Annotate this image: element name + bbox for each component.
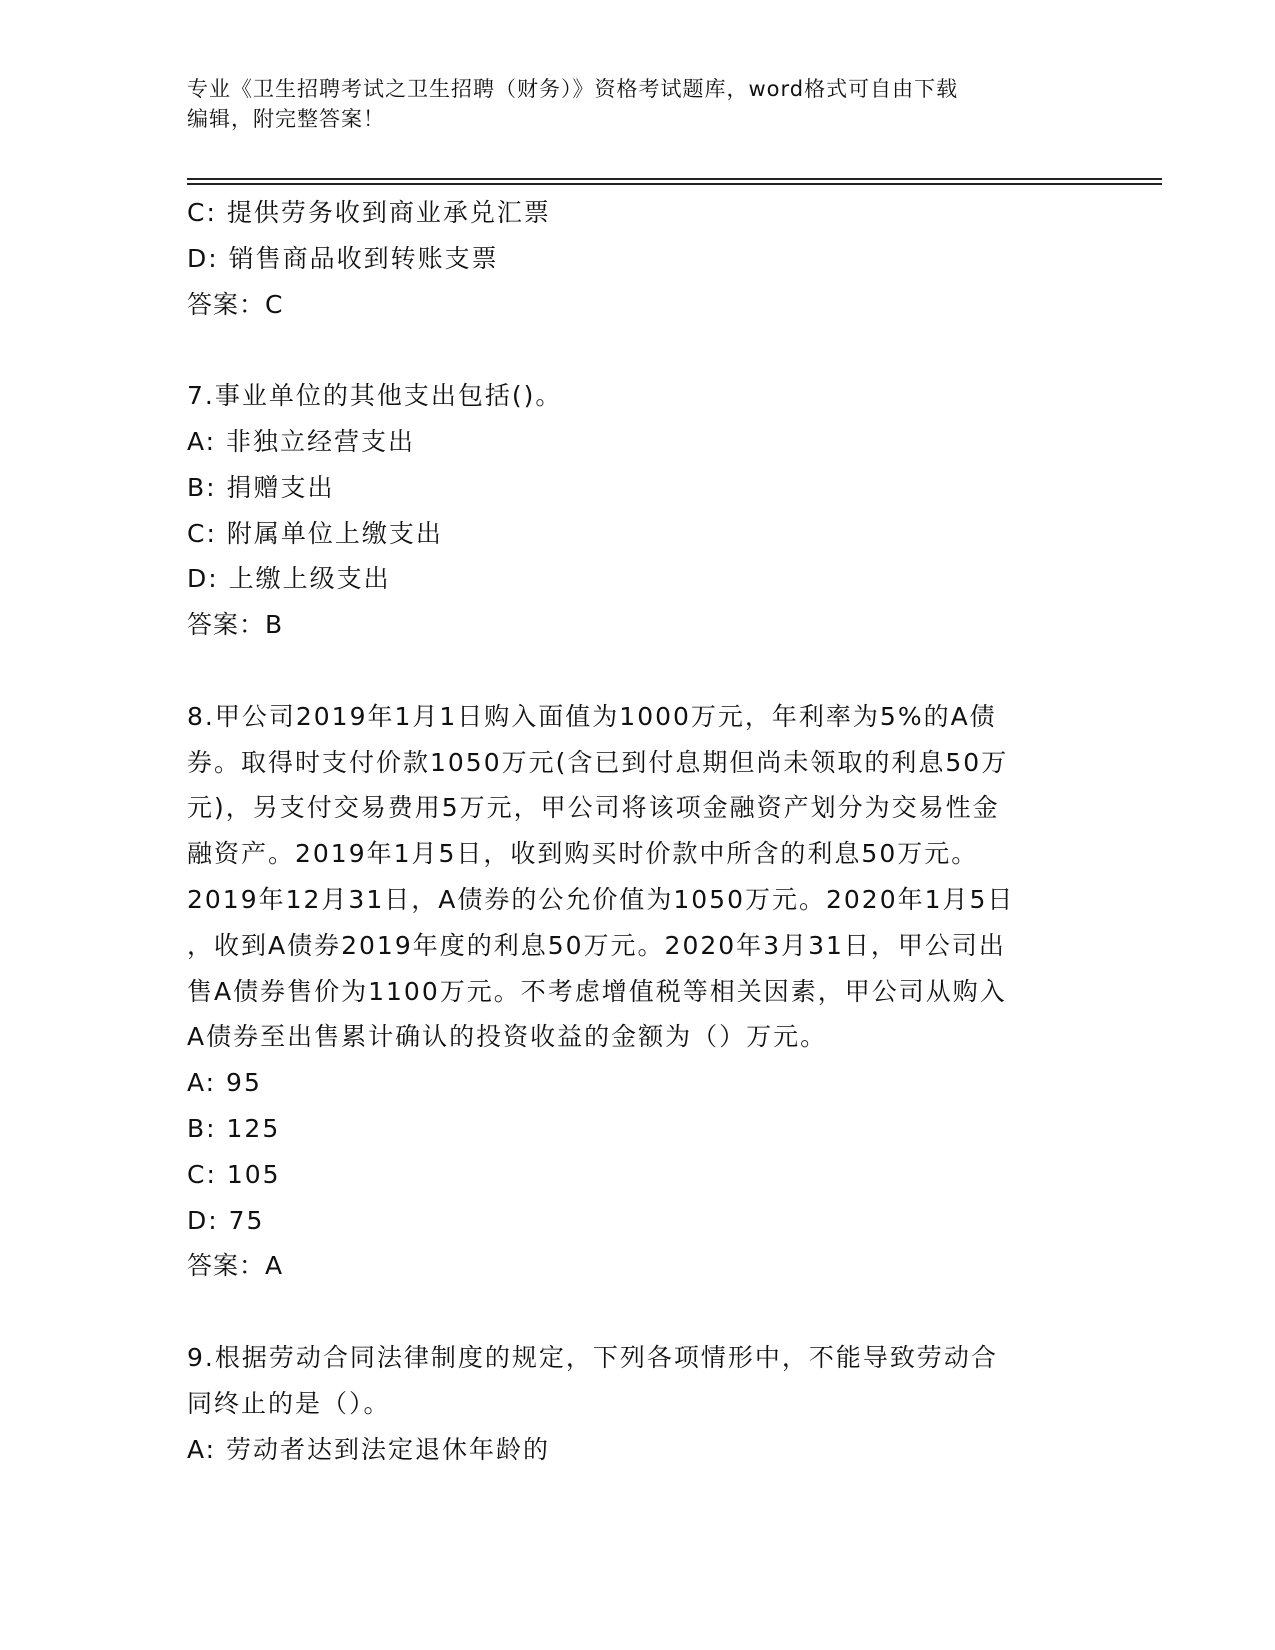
question-stem-line: 售A债券售价为1100万元。不考虑增值税等相关因素，甲公司从购入 bbox=[187, 976, 1007, 1006]
question-stem-line: 同终止的是（）。 bbox=[187, 1388, 391, 1418]
option-b: B: 125 bbox=[187, 1113, 281, 1143]
header-title-line-1: 专业《卫生招聘考试之卫生招聘（财务）》资格考试题库，word格式可自由下载 bbox=[187, 77, 959, 101]
answer: 答案：B bbox=[187, 610, 284, 640]
option-c: C: 提供劳务收到商业承兑汇票 bbox=[187, 198, 551, 227]
document-header bbox=[187, 74, 1087, 134]
option-d: D: 75 bbox=[187, 1205, 265, 1235]
question-9 bbox=[187, 1335, 1087, 1472]
header-divider-bottom bbox=[187, 183, 1162, 185]
header-title-line-2: 编辑，附完整答案！ bbox=[187, 107, 385, 131]
question-stem-line: 9.根据劳动合同法律制度的规定，下列各项情形中，不能导致劳动合 bbox=[187, 1342, 998, 1372]
question-stem-line: 8.甲公司2019年1月1日购入面值为1000万元，年利率为5%的A债 bbox=[187, 701, 997, 731]
spacer bbox=[187, 1289, 1087, 1335]
question-stem-line: 元)，另支付交易费用5万元，甲公司将该项金融资产划分为交易性金 bbox=[187, 793, 1000, 823]
question-list bbox=[187, 190, 1087, 1472]
answer: 答案：C bbox=[187, 289, 284, 319]
option-a: A: 劳动者达到法定退休年龄的 bbox=[187, 1434, 551, 1464]
question-8 bbox=[187, 694, 1087, 1289]
header-divider-top bbox=[187, 178, 1162, 180]
option-b: B: 捐赠支出 bbox=[187, 472, 335, 502]
question-7 bbox=[187, 373, 1087, 648]
option-a: A: 95 bbox=[187, 1068, 262, 1098]
answer: 答案：A bbox=[187, 1251, 284, 1281]
question-stem-line: A债券至出售累计确认的投资收益的金额为（）万元。 bbox=[187, 1022, 828, 1052]
spacer bbox=[187, 327, 1087, 373]
option-d: D: 上缴上级支出 bbox=[187, 564, 391, 594]
option-d: D: 销售商品收到转账支票 bbox=[187, 243, 499, 273]
question-stem-line: 融资产。2019年1月5日，收到购买时价款中所含的利息50万元。 bbox=[187, 839, 979, 869]
question-stem-line: 2019年12月31日，A债券的公允价值为1050万元。2020年1月5日 bbox=[187, 884, 1015, 914]
question-stem: 7.事业单位的其他支出包括()。 bbox=[187, 381, 563, 411]
option-c: C: 附属单位上缴支出 bbox=[187, 518, 443, 548]
question-stem-line: 券。取得时支付价款1050万元(含已到付息期但尚未领取的利息50万 bbox=[187, 747, 1009, 777]
question-stem-line: ，收到A债券2019年度的利息50万元。2020年3月31日，甲公司出 bbox=[187, 930, 1006, 960]
option-a: A: 非独立经营支出 bbox=[187, 426, 416, 456]
question-6-continued bbox=[187, 190, 1087, 327]
option-c: C: 105 bbox=[187, 1159, 281, 1189]
spacer bbox=[187, 648, 1087, 694]
